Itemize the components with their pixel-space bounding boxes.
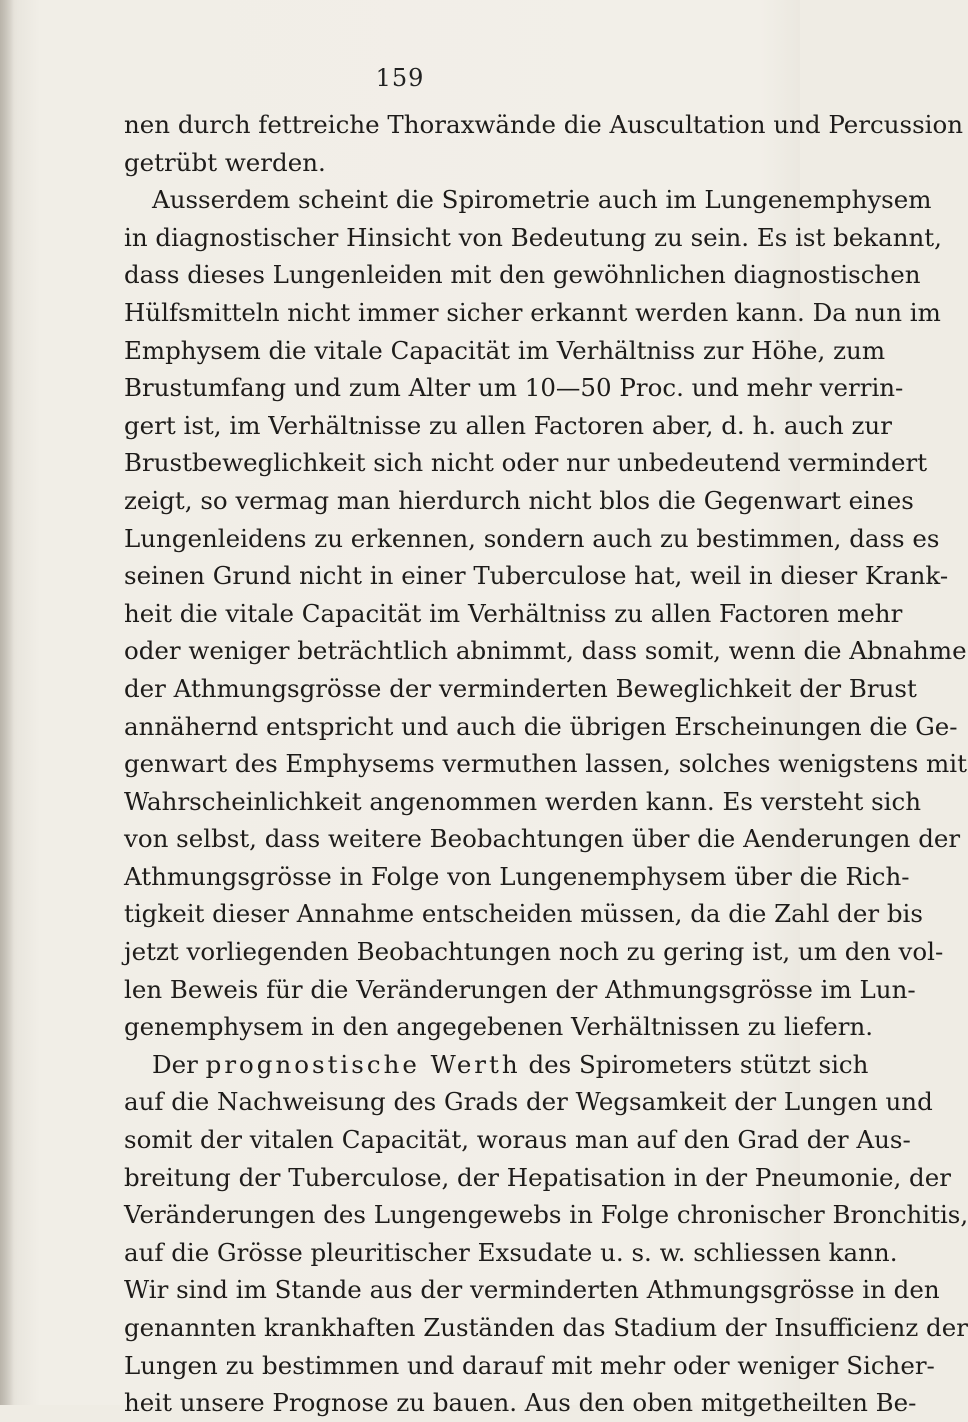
text-line: Wir sind im Stande aus der verminderten Athmungsgrösse in den [124, 1275, 940, 1305]
text-line: nen durch fettreiche Thoraxwände die Auscultation und Percussion [124, 110, 964, 139]
text-line: getrübt werden. [124, 147, 326, 177]
text-line: Veränderungen des Lungengewebs in Folge chronischer Bronchitis, [124, 1200, 968, 1230]
body-text [124, 106, 968, 1422]
text-line: auf die Grösse pleuritischer Exsudate u. s. w. schliessen kann. [124, 1237, 898, 1267]
text-line: dass dieses Lungenleiden mit den gewöhnlichen diagnostischen [124, 260, 921, 290]
text-line: heit unsere Prognose zu bauen. Aus den oben mitgetheilten Be- [124, 1388, 917, 1418]
text-line: somit der vitalen Capacität, woraus man auf den Grad der Aus- [124, 1125, 911, 1155]
text-line: Lungen zu bestimmen und darauf mit mehr oder weniger Sicher- [124, 1350, 935, 1380]
text-fragment: des Spirometers stützt sich [528, 1049, 869, 1079]
text-line: Athmungsgrösse in Folge von Lungenemphysem über die Rich- [124, 861, 910, 891]
text-fragment: Der [152, 1049, 198, 1079]
text-line: Wahrscheinlichkeit angenommen werden kann. Es versteht sich [124, 786, 922, 816]
emphasized-term: prognostische Werth [205, 1049, 521, 1079]
text-line: Emphysem die vitale Capacität im Verhältniss zur Höhe, zum [124, 335, 886, 365]
text-line: heit die vitale Capacität im Verhältniss zu allen Factoren mehr [124, 598, 903, 628]
text-line: breitung der Tuberculose, der Hepatisation in der Pneumonie, der [124, 1162, 951, 1192]
text-line: jetzt vorliegenden Beobachtungen noch zu gering ist, um den vol- [124, 937, 944, 967]
text-line: der Athmungsgrösse der verminderten Beweglichkeit der Brust [124, 673, 917, 703]
binding-shadow [0, 0, 14, 1405]
text-line: Ausserdem scheint die Spirometrie auch im Lungenemphysem [152, 185, 932, 215]
text-line: tigkeit dieser Annahme entscheiden müssen, da die Zahl der bis [124, 899, 923, 929]
text-line: auf die Nachweisung des Grads der Wegsamkeit der Lungen und [124, 1087, 933, 1117]
text-line: Hülfsmitteln nicht immer sicher erkannt werden kann. Da nun im [124, 297, 941, 327]
text-line: gert ist, im Verhältnisse zu allen Factoren aber, d. h. auch zur [124, 410, 892, 440]
text-line: oder weniger beträchtlich abnimmt, dass somit, wenn die Abnahme [124, 636, 967, 666]
text-line: annähernd entspricht und auch die übrigen Erscheinungen die Ge- [124, 711, 958, 741]
text-line: genannten krankhaften Zuständen das Stadium der Insufficienz der [124, 1313, 968, 1342]
text-line: seinen Grund nicht in einer Tuberculose hat, weil in dieser Krank- [124, 561, 949, 591]
text-line: Brustumfang und zum Alter um 10—50 Proc. und mehr verrin- [124, 373, 904, 403]
page-number: 159 [375, 64, 425, 92]
text-line: genwart des Emphysems vermuthen lassen, solches wenigstens mit [124, 749, 967, 779]
text-line: Brustbeweglichkeit sich nicht oder nur unbedeutend vermindert [124, 448, 928, 478]
text-line: Lungenleidens zu erkennen, sondern auch zu bestimmen, dass es [124, 523, 940, 553]
text-line: in diagnostischer Hinsicht von Bedeutung zu sein. Es ist bekannt, [124, 222, 942, 252]
text-line: von selbst, dass weitere Beobachtungen über die Aenderungen der [124, 824, 961, 854]
text-line: zeigt, so vermag man hierdurch nicht blos die Gegenwart eines [124, 485, 914, 515]
text-line: len Beweis für die Veränderungen der Athmungsgrösse im Lun- [124, 974, 916, 1004]
text-line: genemphysem in den angegebenen Verhältnissen zu liefern. [124, 1012, 874, 1042]
text-line-prognostic [124, 1046, 869, 1084]
